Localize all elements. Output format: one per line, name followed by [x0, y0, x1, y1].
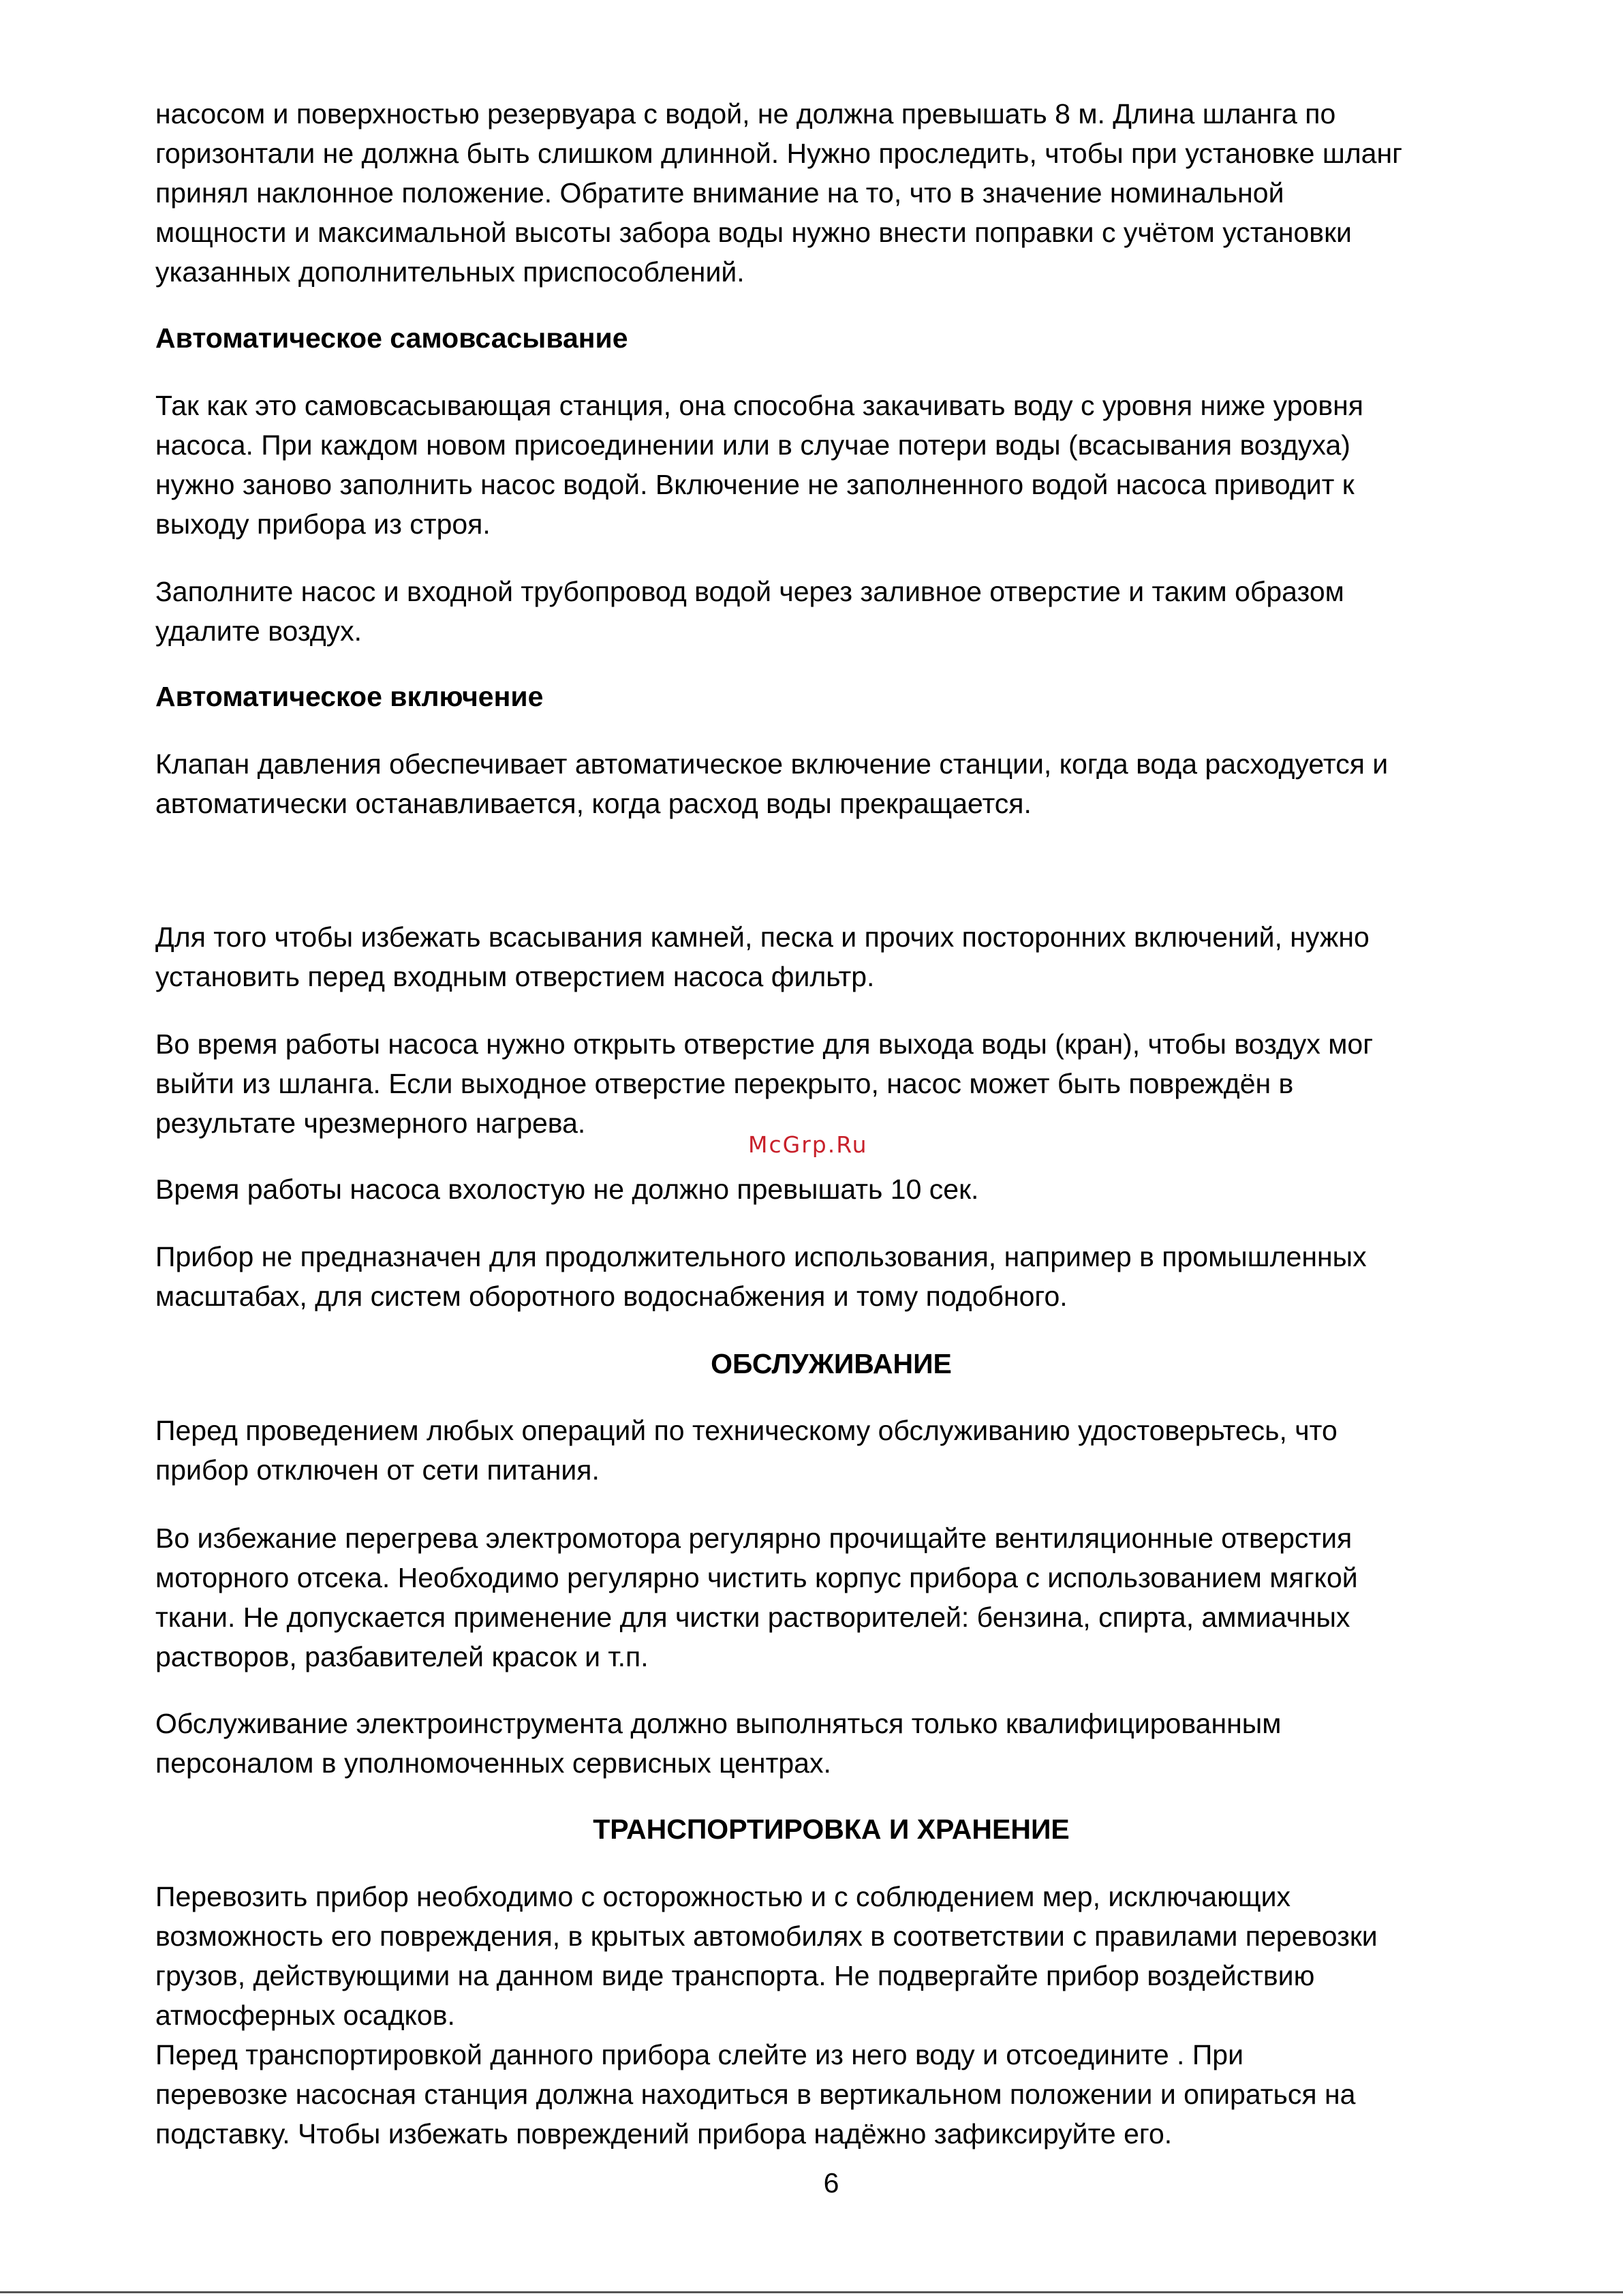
- watermark: McGrp.Ru: [748, 1131, 868, 1158]
- paragraph-hose-height: насосом и поверхностью резервуара с водой, не должна превышать 8 м. Длина шланга по горизонтали не должна быть слишком длинной. Нужно проследить, чтобы при установке шланг принял наклонное положение. Обратите внимание на то, что в значение номинальной мощности и максимальной высоты забора воды нужно внести поправки с учётом установки указанных дополнительных приспособлений.: [155, 98, 1403, 288]
- heading-auto-on: Автоматическое включение: [155, 681, 544, 712]
- paragraph-qualified-service: Обслуживание электроинструмента должно выполняться только квалифицированным персоналом в уполномоченных сервисных центрах.: [155, 1708, 1282, 1779]
- paragraph-self-priming: Так как это самовсасывающая станция, она способна закачивать воду с уровня ниже уровня насоса. При каждом новом присоединении или в случае потери воды (всасывания воздуха) нужно заново заполнить насос водой. Включение не заполненного водой насоса приводит к выходу прибора из строя.: [155, 390, 1363, 540]
- heading-service: ОБСЛУЖИВАНИЕ: [711, 1348, 952, 1379]
- paragraph-transport: Перевозить прибор необходимо с осторожностью и с соблюдением мер, исключающих возможность его повреждения, в крытых автомобилях в соответствии с правилами перевозки грузов, действующими на данном виде транспорта. Не подвергайте прибор воздействию атмосферных осадков. Перед транспортировкой данного прибора слейте из него воду и отсоедините . При перевозке насосная станция должна находиться в вертикальном положении и опираться на подставку. Чтобы избежать повреждений прибора надёжно зафиксируйте его.: [155, 1881, 1378, 2149]
- paragraph-disconnect: Перед проведением любых операций по техническому обслуживанию удостоверьтесь, что прибор отключен от сети питания.: [155, 1415, 1338, 1486]
- paragraph-open-outlet: Во время работы насоса нужно открыть отверстие для выхода воды (кран), чтобы воздух мог выйти из шланга. Если выходное отверстие перекрыто, насос может быть повреждён в результате чрезмерного нагрева.: [155, 1028, 1374, 1139]
- paragraph-filter: Для того чтобы избежать всасывания камней, песка и прочих посторонних включений, нужно установить перед входным отверстием насоса фильтр.: [155, 921, 1370, 992]
- paragraph-fill-pump: Заполните насос и входной трубопровод водой через заливное отверстие и таким образом удалите воздух.: [155, 576, 1344, 647]
- paragraph-idle-time: Время работы насоса вхолостую не должно превышать 10 сек.: [155, 1174, 979, 1205]
- paragraph-not-industrial: Прибор не предназначен для продолжительного использования, например в промышленных масштабах, для систем оборотного водоснабжения и тому подобного.: [155, 1241, 1367, 1312]
- paragraph-cleaning: Во избежание перегрева электромотора регулярно прочищайте вентиляционные отверстия моторного отсека. Необходимо регулярно чистить корпус прибора с использованием мягкой ткани. Не допускается применение для чистки растворителей: бензина, спирта, аммиачных растворов, разбавителей красок и т.п.: [155, 1522, 1358, 1672]
- paragraph-pressure-valve: Клапан давления обеспечивает автоматическое включение станции, когда вода расходуется и автоматически останавливается, когда расход воды прекращается.: [155, 748, 1389, 819]
- heading-auto-suction: Автоматическое самовсасывание: [155, 322, 628, 354]
- page-bottom-divider: [0, 2291, 1623, 2293]
- heading-transport: ТРАНСПОРТИРОВКА И ХРАНЕНИЕ: [593, 1813, 1070, 1845]
- page-number: 6: [823, 2167, 839, 2199]
